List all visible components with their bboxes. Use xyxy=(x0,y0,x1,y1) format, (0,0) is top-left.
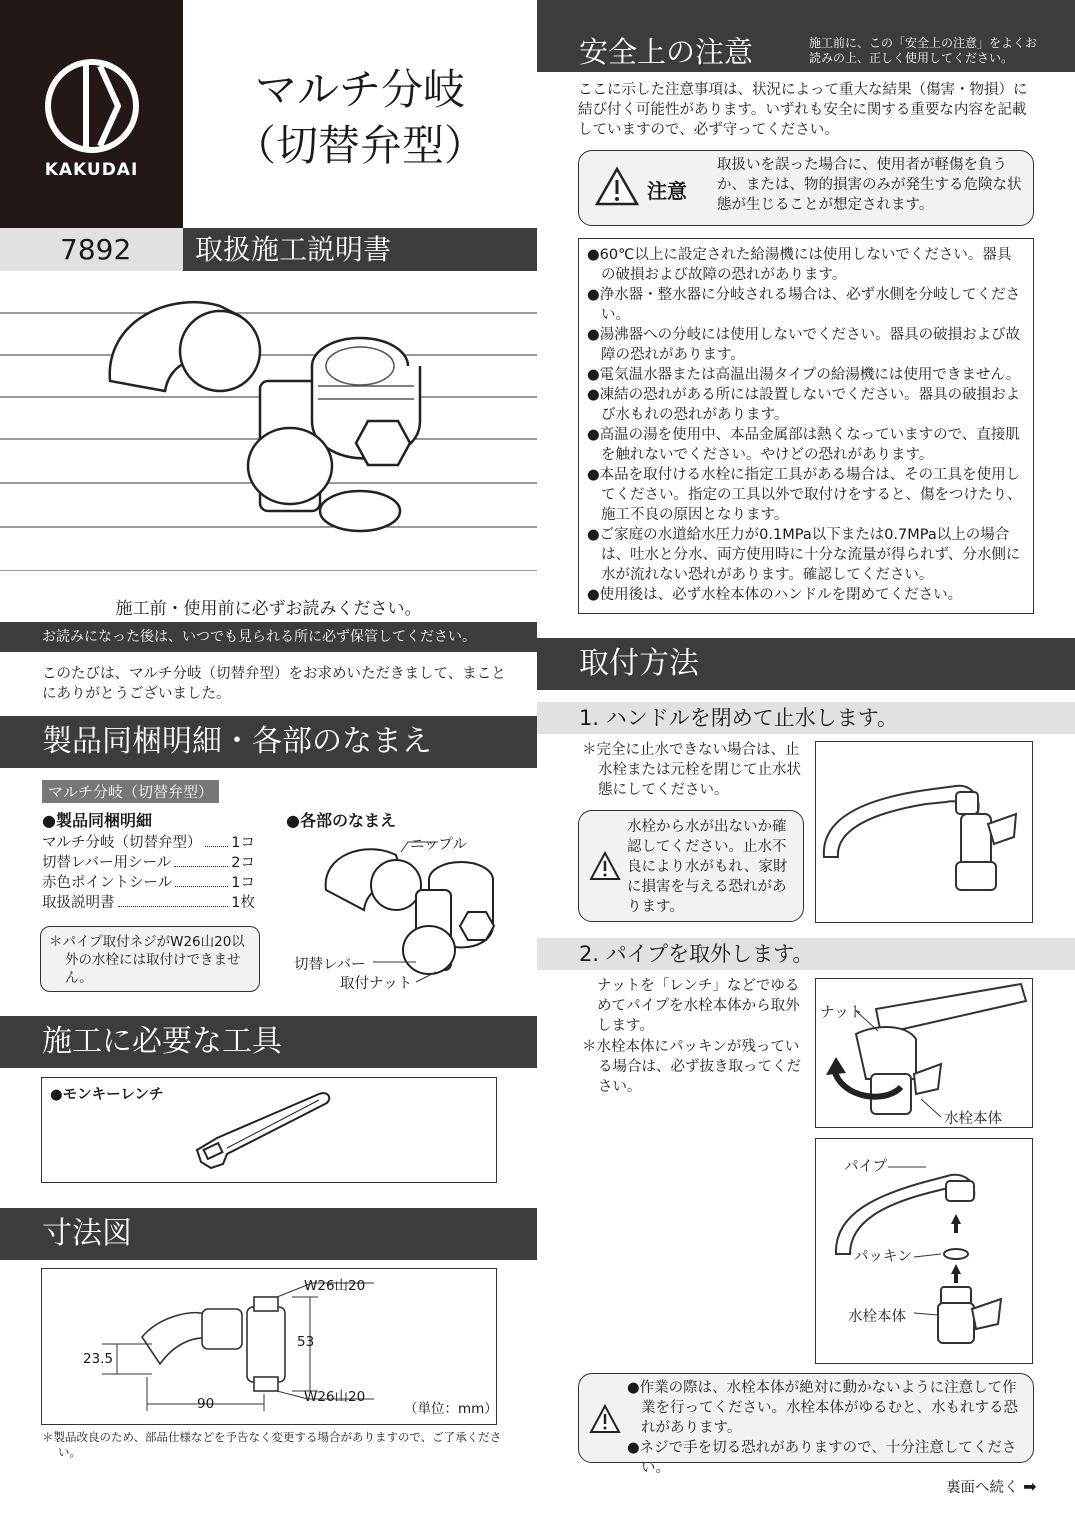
bottom-caution-item: ● 作業の際は、水栓本体が絶対に動かないように注意して作業を行ってください。水栓本体がゆるむと、水もれする恐れがあります。 xyxy=(627,1378,1027,1438)
step2-text: ナットを「レンチ」などでゆるめてパイプを水栓本体から取外します。 xyxy=(597,978,800,1034)
step2-title: 2. パイプを取外します。 xyxy=(579,942,814,966)
monkey-wrench-icon xyxy=(187,1088,337,1173)
step2-bar xyxy=(537,938,1075,970)
warning-icon xyxy=(595,166,639,206)
thread-note: ＊ パイプ取付ネジがW26山20以外の水栓には取付けできません。 xyxy=(49,933,251,987)
kakudai-logo-icon xyxy=(44,58,140,154)
bottom-caution-box xyxy=(578,1373,1034,1476)
dim-height: 53 xyxy=(297,1334,315,1350)
package-item: 赤色ポイントシール 1コ xyxy=(42,875,255,891)
step2-packing-label: パッキン xyxy=(854,1249,912,1265)
bottom-caution-item: ● ネジで手を切る恐れがありますので、十分注意してください。 xyxy=(627,1438,1027,1478)
warning-icon xyxy=(589,1404,621,1434)
safety-heading-bar xyxy=(537,0,1075,72)
title-line-2: （切替弁型） xyxy=(233,121,486,170)
package-list xyxy=(42,833,255,913)
step1-note-list xyxy=(582,740,807,800)
caution-label: 注意 xyxy=(647,179,687,203)
dim-thread-bottom: W26山20 xyxy=(304,1389,366,1405)
thanks-text: このたびは、マルチ分岐（切替弁型）をお求めいただきまして、まことにありがとうございました。 xyxy=(42,666,506,702)
step1-note: ＊ 完全に止水できない場合は、止水栓または元栓を閉じて止水状態にしてください。 xyxy=(582,740,807,800)
safety-item: ● 60℃以上に設定された給湯機には使用しないでください。器具の破損および故障の恐れがあります。 xyxy=(587,245,1025,285)
safety-item: ● 湯沸器への分岐には使用しないでください。器具の破損および故障の恐れがあります。 xyxy=(587,325,1025,365)
step2-pipe-label: パイプ xyxy=(844,1159,888,1175)
contents-heading: 製品同梱明細・各部のなまえ xyxy=(42,724,432,759)
package-item: 取扱説明書 1枚 xyxy=(42,895,255,911)
warning-icon xyxy=(589,851,621,881)
model-number: 7892 xyxy=(60,233,132,266)
safety-item: ● ご家庭の水道給水圧力が0.1MPa以下または0.7MPa以上の場合は、吐水と分水、両方使用時に十分な流量が得られず、分水側に水が流れない恐れがあります。確認してください。 xyxy=(587,525,1025,585)
safety-list-box xyxy=(578,238,1034,614)
step1-title: 1. ハンドルを閉めて止水します。 xyxy=(579,706,899,730)
logo-block xyxy=(0,0,183,228)
arrow-right-icon: ➡ xyxy=(1023,1477,1037,1496)
read-before-text: 施工前・使用前に必ずお読みください。 xyxy=(115,599,422,619)
dimension-footnote-list xyxy=(42,1430,512,1460)
package-list-heading: ●製品同梱明細 xyxy=(42,811,152,830)
step2-body2-label: 水栓本体 xyxy=(848,1309,906,1325)
brand-name: KAKUDAI xyxy=(44,160,139,180)
product-illustration xyxy=(0,271,537,571)
step2-nut-label: ナット xyxy=(820,1005,864,1021)
bottom-caution-list xyxy=(627,1378,1027,1478)
safety-item: ● 凍結の恐れがある所には設置しないでください。器具の破損および水もれの恐れがあります。 xyxy=(587,385,1025,425)
safety-item: ● 浄水器・整水器に分岐される場合は、必ず水側を分岐してください。 xyxy=(587,285,1025,325)
dim-offset: 23.5 xyxy=(83,1351,114,1367)
dim-thread-top: W26山20 xyxy=(304,1278,366,1294)
package-item: マルチ分岐（切替弁型） 1コ xyxy=(42,835,255,851)
safety-item: ● 本品を取付ける水栓に指定工具がある場合は、その工具を使用してください。指定の工具以外で取付けをすると、傷をつけたり、施工不良の原因となります。 xyxy=(587,465,1025,525)
continue-text: 裏面へ続く xyxy=(946,1480,1019,1496)
tools-heading-bar xyxy=(0,1016,537,1068)
safety-item: ● 使用後は、必ず水栓本体のハンドルを閉めてください。 xyxy=(587,585,1025,605)
caution-box xyxy=(578,150,1034,226)
parts-nut-label: 取付ナット xyxy=(340,976,413,992)
product-title xyxy=(200,62,520,174)
parts-nipple-label: ニップル xyxy=(410,837,467,853)
dimension-box xyxy=(41,1268,497,1425)
manual-title-bar xyxy=(183,228,537,271)
model-bar xyxy=(0,228,183,271)
install-heading-bar xyxy=(537,638,1075,690)
install-heading: 取付方法 xyxy=(579,646,699,681)
step1-figure xyxy=(815,741,1033,923)
safety-heading-note: 施工前に、この「安全上の注意」をよくお読みの上、正しく使用してください。 xyxy=(809,36,1038,65)
step2-note: ＊ 水栓本体にパッキンが残っている場合は、必ず抜き取ってください。 xyxy=(582,1037,807,1097)
step1-caution-box xyxy=(578,810,804,922)
caution-text: 取扱いを誤った場合に、使用者が軽傷を負うか、または、物的損害のみが発生する危険な状態が生じることが想定されます。 xyxy=(717,157,1022,213)
thread-note-box xyxy=(40,926,260,992)
step1-bar xyxy=(537,702,1075,734)
parts-heading: ●各部のなまえ xyxy=(286,811,396,830)
faucet-closed-illustration xyxy=(816,742,1031,921)
safety-intro: ここに示した注意事項は、状況によって重大な結果（傷害・物損）に結び付く可能性があります。いずれも安全に関する重要な内容を記載していますので、必ず守ってください。 xyxy=(578,82,1028,138)
title-line-1: マルチ分岐 xyxy=(254,65,465,114)
contents-heading-bar xyxy=(0,716,537,768)
tools-box xyxy=(41,1077,497,1183)
keep-notice: お読みになった後は、いつでも見られる所に必ず保管してください。 xyxy=(42,629,476,645)
product-tag: マルチ分岐（切替弁型） xyxy=(42,780,219,803)
safety-list xyxy=(587,245,1025,605)
dimension-heading: 寸法図 xyxy=(42,1216,132,1251)
step1-caution: 水栓から水が出ないか確認してください。止水不良により水がもれ、家財に損害を与える恐れがあります。 xyxy=(627,819,788,915)
tool-item: ●モンキーレンチ xyxy=(50,1087,164,1103)
dim-length: 90 xyxy=(197,1396,215,1412)
keep-notice-bar xyxy=(0,622,537,652)
safety-item: ● 高温の湯を使用中、本品金属部は熱くなっていますので、直接肌を触れないでください。やけどの恐れがあります。 xyxy=(587,425,1025,465)
step2-figure-b xyxy=(815,1138,1033,1364)
step2-note-list xyxy=(582,1037,807,1097)
safety-item: ● 電気温水器または高温出湯タイプの給湯機には使用できません。 xyxy=(587,365,1025,385)
parts-lever-label: 切替レバー xyxy=(294,957,366,973)
product-hero xyxy=(0,271,537,571)
dimension-footnote: ＊ 製品改良のため、部品仕様などを予告なく変更する場合がありますので、ご了承ください。 xyxy=(42,1430,512,1460)
continue-link[interactable] xyxy=(946,1476,1037,1497)
tools-heading: 施工に必要な工具 xyxy=(42,1024,282,1059)
step2-figure-a xyxy=(815,978,1033,1128)
manual-title: 取扱施工説明書 xyxy=(195,233,392,266)
safety-heading: 安全上の注意 xyxy=(579,35,754,69)
dim-unit: （単位：mm） xyxy=(404,1401,498,1417)
package-item: 切替レバー用シール 2コ xyxy=(42,855,255,871)
step2-body-label: 水栓本体 xyxy=(944,1111,1002,1127)
dimension-heading-bar xyxy=(0,1208,537,1260)
